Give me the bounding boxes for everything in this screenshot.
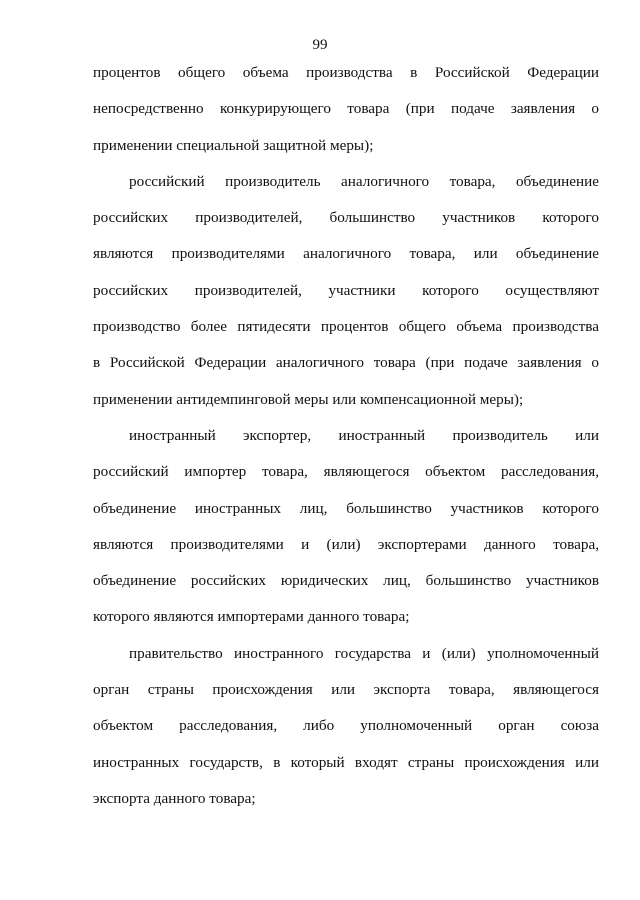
paragraph-3 xyxy=(93,423,599,641)
text-line: применении специальной защитной меры); xyxy=(93,136,374,154)
text-line: которого являются импортерами данного товара; xyxy=(93,608,410,626)
text-line: в Российской Федерации аналогичного товара (при подаче заявления о xyxy=(93,354,599,372)
paragraph-4 xyxy=(93,641,599,822)
text-line: производство более пятидесяти процентов общего объема производства xyxy=(93,318,599,336)
text-line: российских производителей, участники которого осуществляют xyxy=(93,281,599,299)
document-body xyxy=(93,60,599,822)
text-line: объединение российских юридических лиц, большинство участников xyxy=(93,572,599,590)
text-line: объектом расследования, либо уполномоченный орган союза xyxy=(93,717,599,735)
paragraph-2 xyxy=(93,169,599,423)
text-line: российских производителей, большинство участников которого xyxy=(93,209,599,227)
text-line: экспорта данного товара; xyxy=(93,789,256,807)
text-line: орган страны происхождения или экспорта товара, являющегося xyxy=(93,681,599,699)
page-number: 99 xyxy=(312,37,328,53)
text-line: иностранный экспортер, иностранный производитель или xyxy=(129,426,599,444)
text-line: российский импортер товара, являющегося объектом расследования, xyxy=(93,463,599,481)
text-line: правительство иностранного государства и (или) уполномоченный xyxy=(129,644,599,662)
paragraph-1 xyxy=(93,60,599,169)
text-line: объединение иностранных лиц, большинство участников которого xyxy=(93,499,599,517)
text-line: непосредственно конкурирующего товара (при подаче заявления о xyxy=(93,100,599,118)
text-line: процентов общего объема производства в Российской Федерации xyxy=(93,64,599,81)
text-line: являются производителями и (или) экспортерами данного товара, xyxy=(93,535,599,553)
text-line: являются производителями аналогичного товара, или объединение xyxy=(93,245,599,263)
text-line: применении антидемпинговой меры или компенсационной меры); xyxy=(93,390,524,408)
text-line: российский производитель аналогичного товара, объединение xyxy=(129,172,599,190)
text-line: иностранных государств, в который входят страны происхождения или xyxy=(93,753,599,771)
